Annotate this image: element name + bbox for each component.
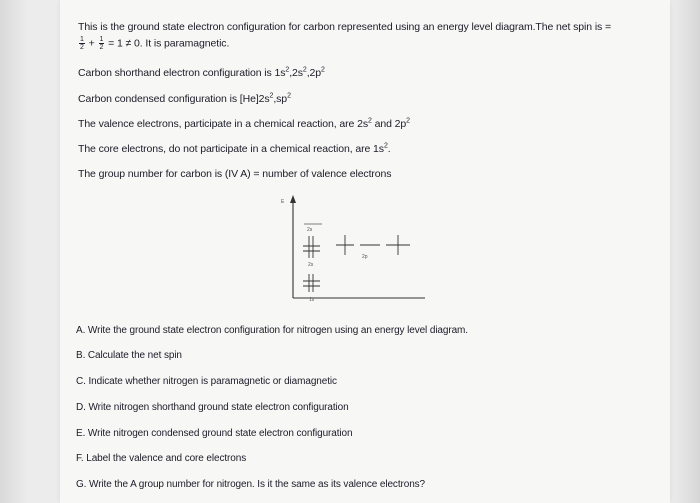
question-g: G. Write the A group number for nitrogen. Is it the same as its valence electrons?	[76, 479, 426, 490]
condensed-line: Carbon condensed configuration is $[He]2s^2,sp^2$	[78, 92, 291, 105]
spin-fraction-1: $\frac{1}{2}$	[80, 36, 84, 51]
axis-label-e: E	[281, 199, 285, 205]
label-top: 2s	[307, 227, 313, 233]
intro-text: This is the ground state electron configuration for carbon represented using an energy level diagram.The net spin is =	[78, 21, 612, 33]
question-b: B. Calculate the net spin	[76, 350, 182, 361]
spin-fraction-2: $\frac{1}{2}$	[99, 36, 104, 51]
group-line: The group number for carbon is (IV A) = number of valence electrons	[78, 168, 392, 180]
question-f: F. Label the valence and core electrons	[76, 453, 247, 464]
question-d: D. Write nitrogen shorthand ground state electron configuration	[76, 402, 349, 413]
label-2p: 2p	[362, 254, 368, 260]
question-a: A. Write the ground state electron configuration for nitrogen using an energy level diagram.	[76, 325, 468, 336]
plus-sign: +	[88, 37, 95, 50]
shorthand-line: Carbon shorthand electron configuration is $1s^2,2s^2,2p^2$	[78, 66, 325, 79]
label-1s: 1s	[309, 297, 315, 303]
spin-result: = 1 ≠ 0. It is paramagnetic.	[108, 37, 230, 50]
question-c: C. Indicate whether nitrogen is paramagnetic or diamagnetic	[76, 376, 337, 387]
label-2s: 2s	[308, 262, 314, 268]
core-line: The core electrons, do not participate in a chemical reaction, are $1s^2$.	[78, 142, 391, 155]
axis-arrow-icon	[290, 195, 296, 203]
valence-line: The valence electrons, participate in a chemical reaction, are $2s^2$ and $2p^2$	[78, 117, 410, 130]
question-e: E. Write nitrogen condensed ground state electron configuration	[76, 428, 353, 439]
